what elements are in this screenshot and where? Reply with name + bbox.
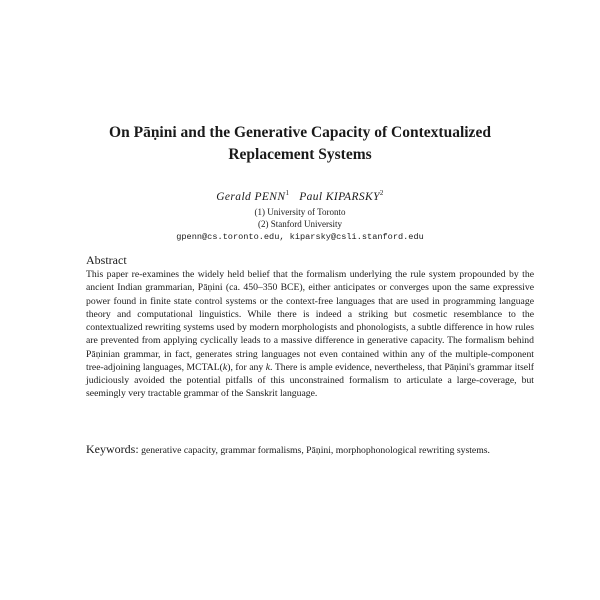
abstract-text-part-3: . There is ample evidence, nevertheless, that Pāṇini's grammar itself judiciously avoided the potential pitfalls of this unconstrained formalism to articulate a large-coverage, but seemingly very tractable grammar of the Sanskrit language. xyxy=(86,361,535,400)
abstract-variable-k: k xyxy=(222,361,228,373)
abstract-text-part-2: ), for any xyxy=(227,361,266,373)
paper-title xyxy=(60,122,540,166)
author-1-mark: 1 xyxy=(285,189,290,197)
keywords-list: generative capacity, grammar formalisms, Pāṇini, morphophonological rewriting systems. xyxy=(141,445,490,456)
keywords-label: Keywords: xyxy=(86,442,139,456)
author-2-mark: 2 xyxy=(379,189,384,197)
abstract-variable-k: k xyxy=(265,361,271,373)
title-line-2: Replacement Systems xyxy=(228,146,372,163)
affiliation-2: (2) Stanford University xyxy=(258,219,342,229)
author-1-name: Gerald PENN xyxy=(216,190,286,203)
author-emails: gpenn@cs.toronto.edu, kiparsky@csli.stanford.edu xyxy=(176,232,424,242)
abstract-body xyxy=(86,268,534,401)
abstract-heading: Abstract xyxy=(86,253,127,267)
title-line-1: On Pāṇini and the Generative Capacity of Contextualized xyxy=(109,124,491,141)
author-line xyxy=(60,189,540,203)
keywords-section xyxy=(86,442,534,458)
abstract-text-part-1: This paper re-examines the widely held belief that the formalism underlying the rule system propounded by the ancient Indian grammarian, Pāṇini (ca. 450–350 BCE), either anticipates or converges upon the same expressive power found in finite state control systems or the context-free languages that are used in programming language theory and computational linguistics. While there is indeed a striking but cosmetic resemblance to the contextualized rewriting systems used by modern morphologists and phonologists, a subtle difference in how rules are prevented from applying cyclically leads to a massive difference in generative capacity. The formalism behind Pāṇinian grammar, in fact, generates string languages not even contained within any of the multiple-component tree-adjoining languages, MCTAL( xyxy=(86,269,534,373)
author-2-name: Paul KIPARSKY xyxy=(299,190,380,203)
affiliation-1: (1) University of Toronto xyxy=(254,207,346,217)
